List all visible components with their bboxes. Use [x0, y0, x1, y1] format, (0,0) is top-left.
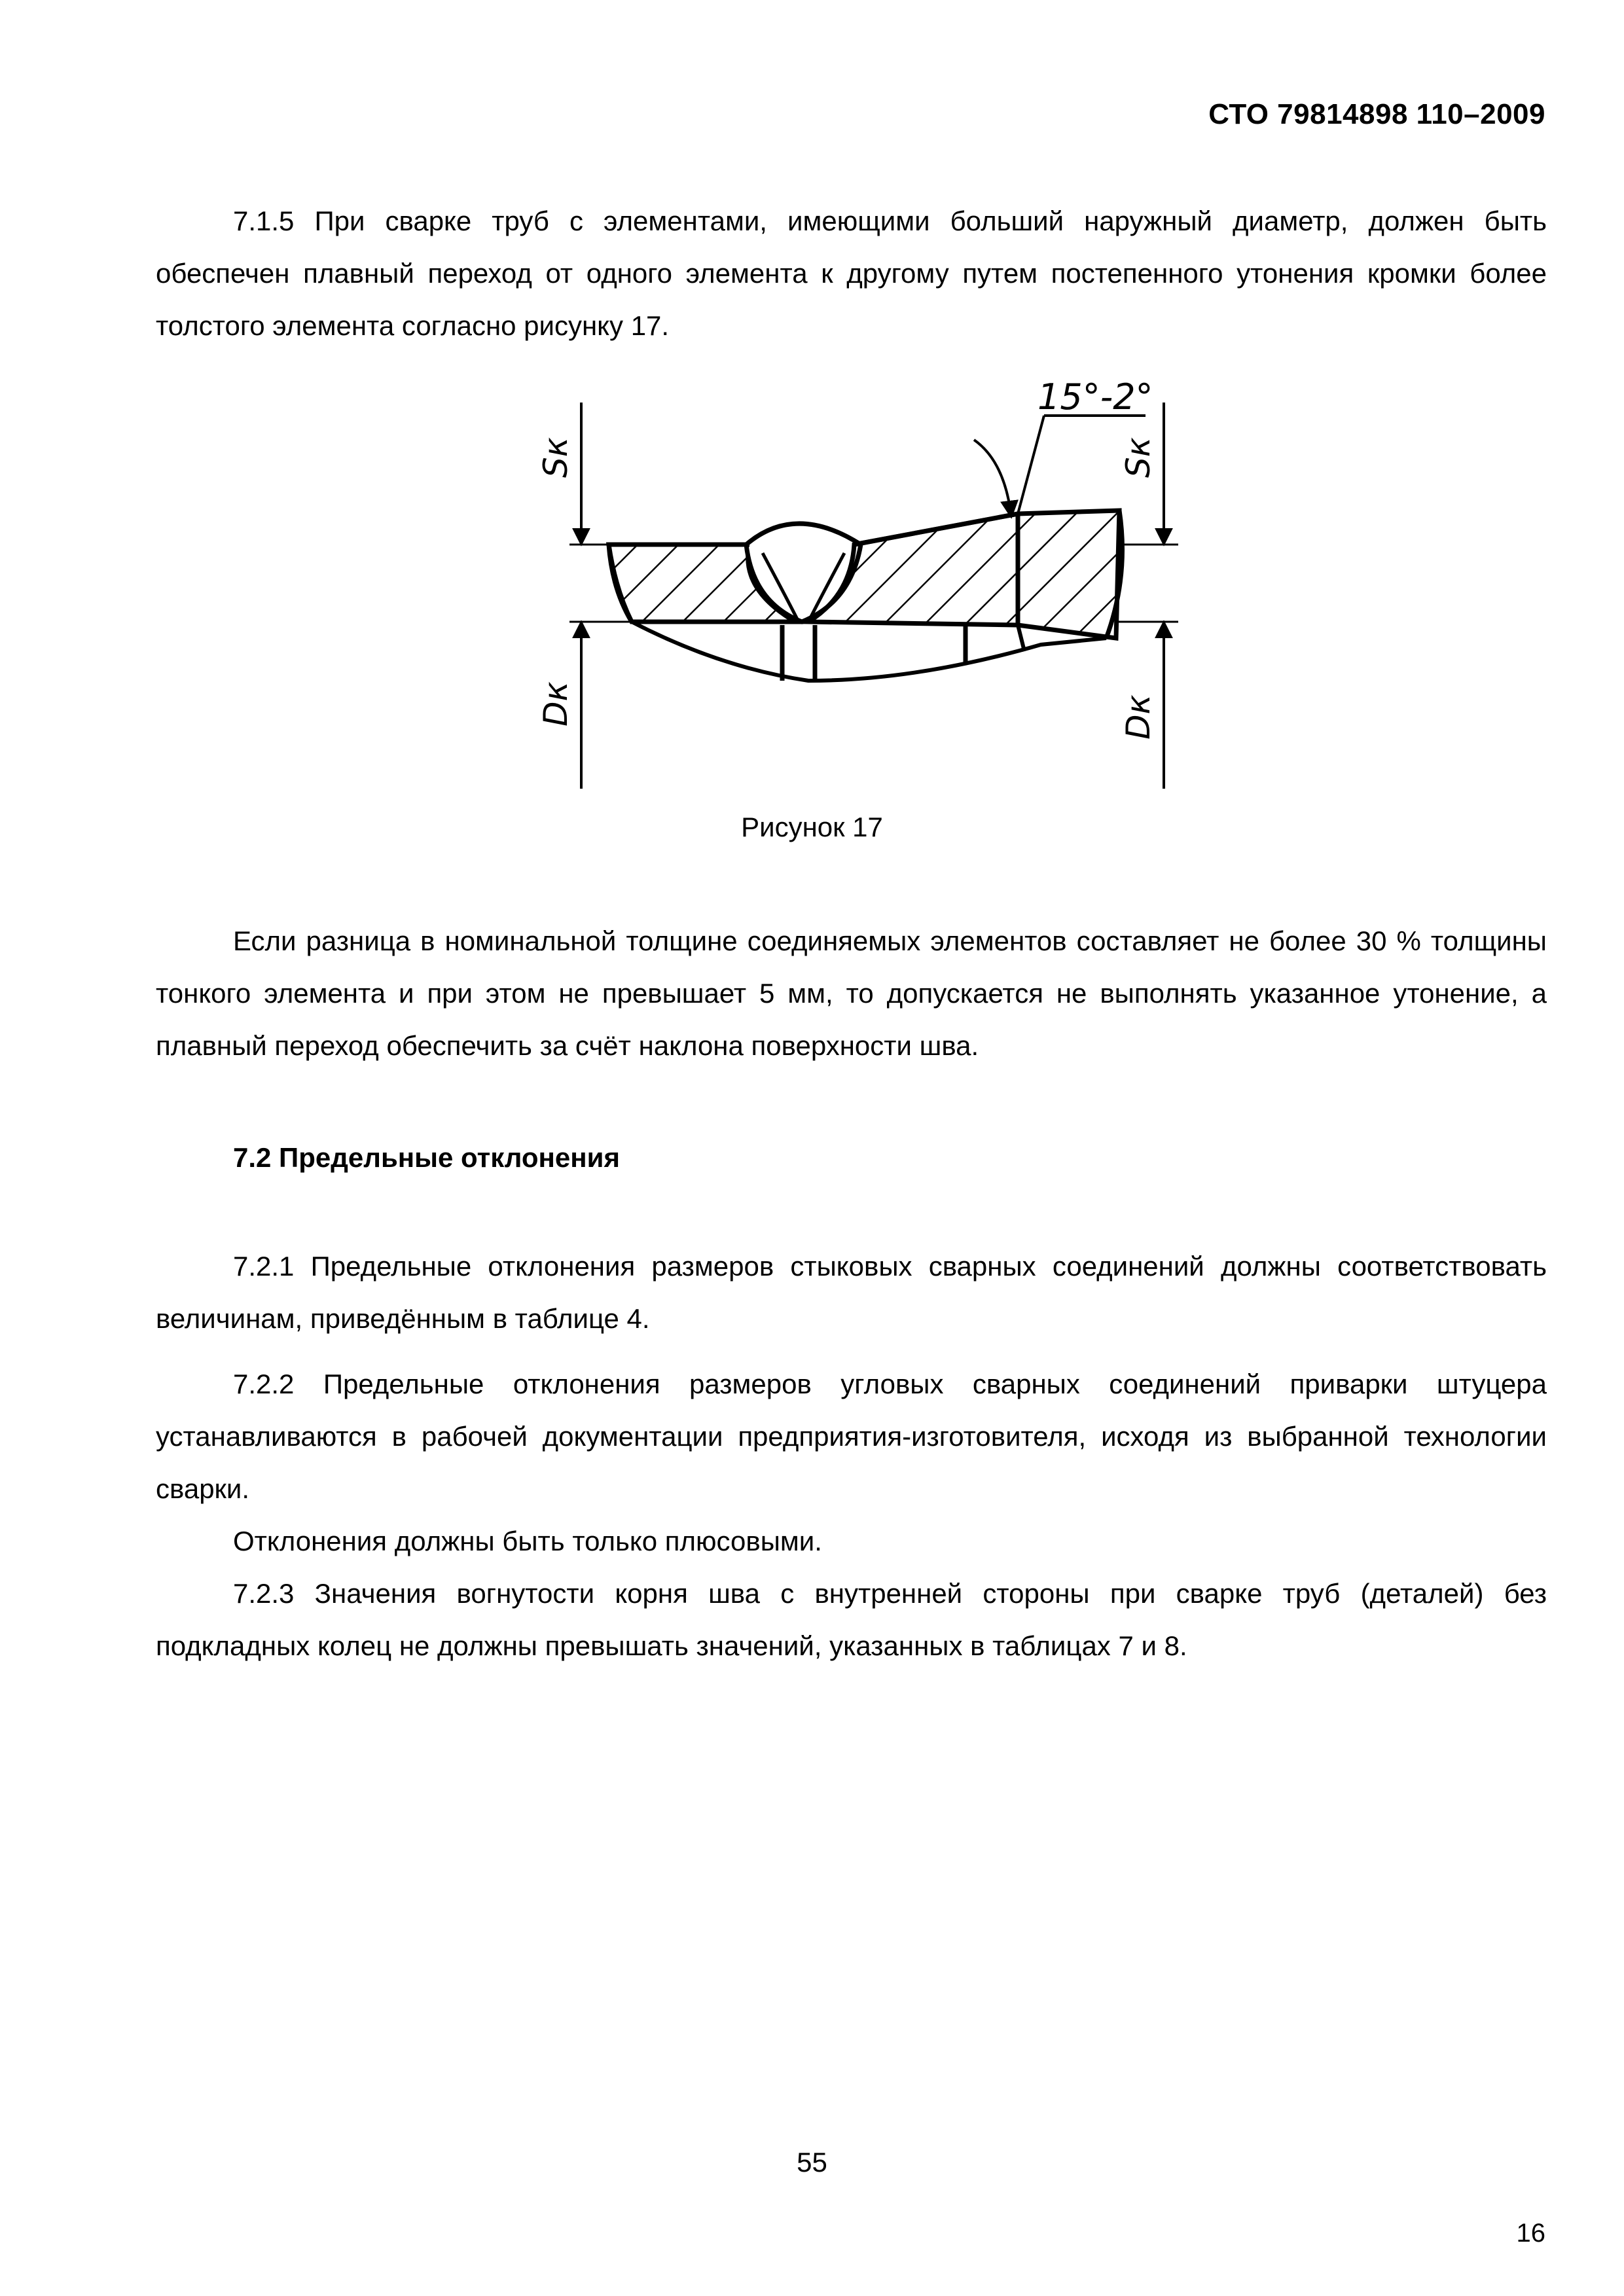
section-heading-7-2: 7.2 Предельные отклонения [233, 1142, 620, 1173]
paragraph-7-2-2: 7.2.2 Предельные отклонения размеров угловых сварных соединений приварки штуцера устанавливаются в рабочей документации предприятия-изготовителя, исходя из выбранной технологии сварки. [156, 1369, 1547, 1504]
paragraph-7-1-5: 7.1.5 При сварке труб с элементами, имеющими больший наружный диаметр, должен быть обеспечен плавный переход от одного элемента к другому путем постепенного утонения кромки более толстого элемента согласно рисунку 17. [156, 206, 1547, 341]
angle-arc [974, 440, 1011, 517]
dk-right-label: Dк [1119, 694, 1157, 740]
inner-bore [632, 622, 1106, 681]
angle-label: 15°-2° [1038, 376, 1153, 418]
dk-left-label: Dк [537, 681, 575, 726]
figure-17-drawing [0, 0, 1624, 812]
paragraph-thickness-note: Если разница в номинальной толщине соединяемых элементов составляет не более 30 % толщины тонкого элемента и при этом не превышает 5 мм, то допускается не выполнять указанное утонение, а плавный переход обеспечить за счёт наклона поверхности шва. [156, 925, 1547, 1061]
page-number: 55 [797, 2147, 827, 2178]
sheet-number: 16 [1516, 2219, 1545, 2248]
paragraph-7-2-2-plus: Отклонения должны быть только плюсовыми. [233, 1526, 822, 1556]
paragraph-7-2-3: 7.2.3 Значения вогнутости корня шва с внутренней стороны при сварке труб (деталей) без подкладных колец не должны превышать значений, указанных в таблицах 7 и 8. [156, 1578, 1547, 1661]
paragraph-7-2-1: 7.2.1 Предельные отклонения размеров стыковых сварных соединений должны соответствовать величинам, приведённым в таблице 4. [156, 1251, 1547, 1334]
figure-caption: Рисунок 17 [741, 812, 883, 842]
sk-right-label: Sк [1119, 437, 1157, 478]
sk-left-label: Sк [537, 437, 575, 478]
right-thick-element [808, 511, 1119, 638]
document-code: СТО 79814898 110–2009 [1208, 98, 1545, 130]
